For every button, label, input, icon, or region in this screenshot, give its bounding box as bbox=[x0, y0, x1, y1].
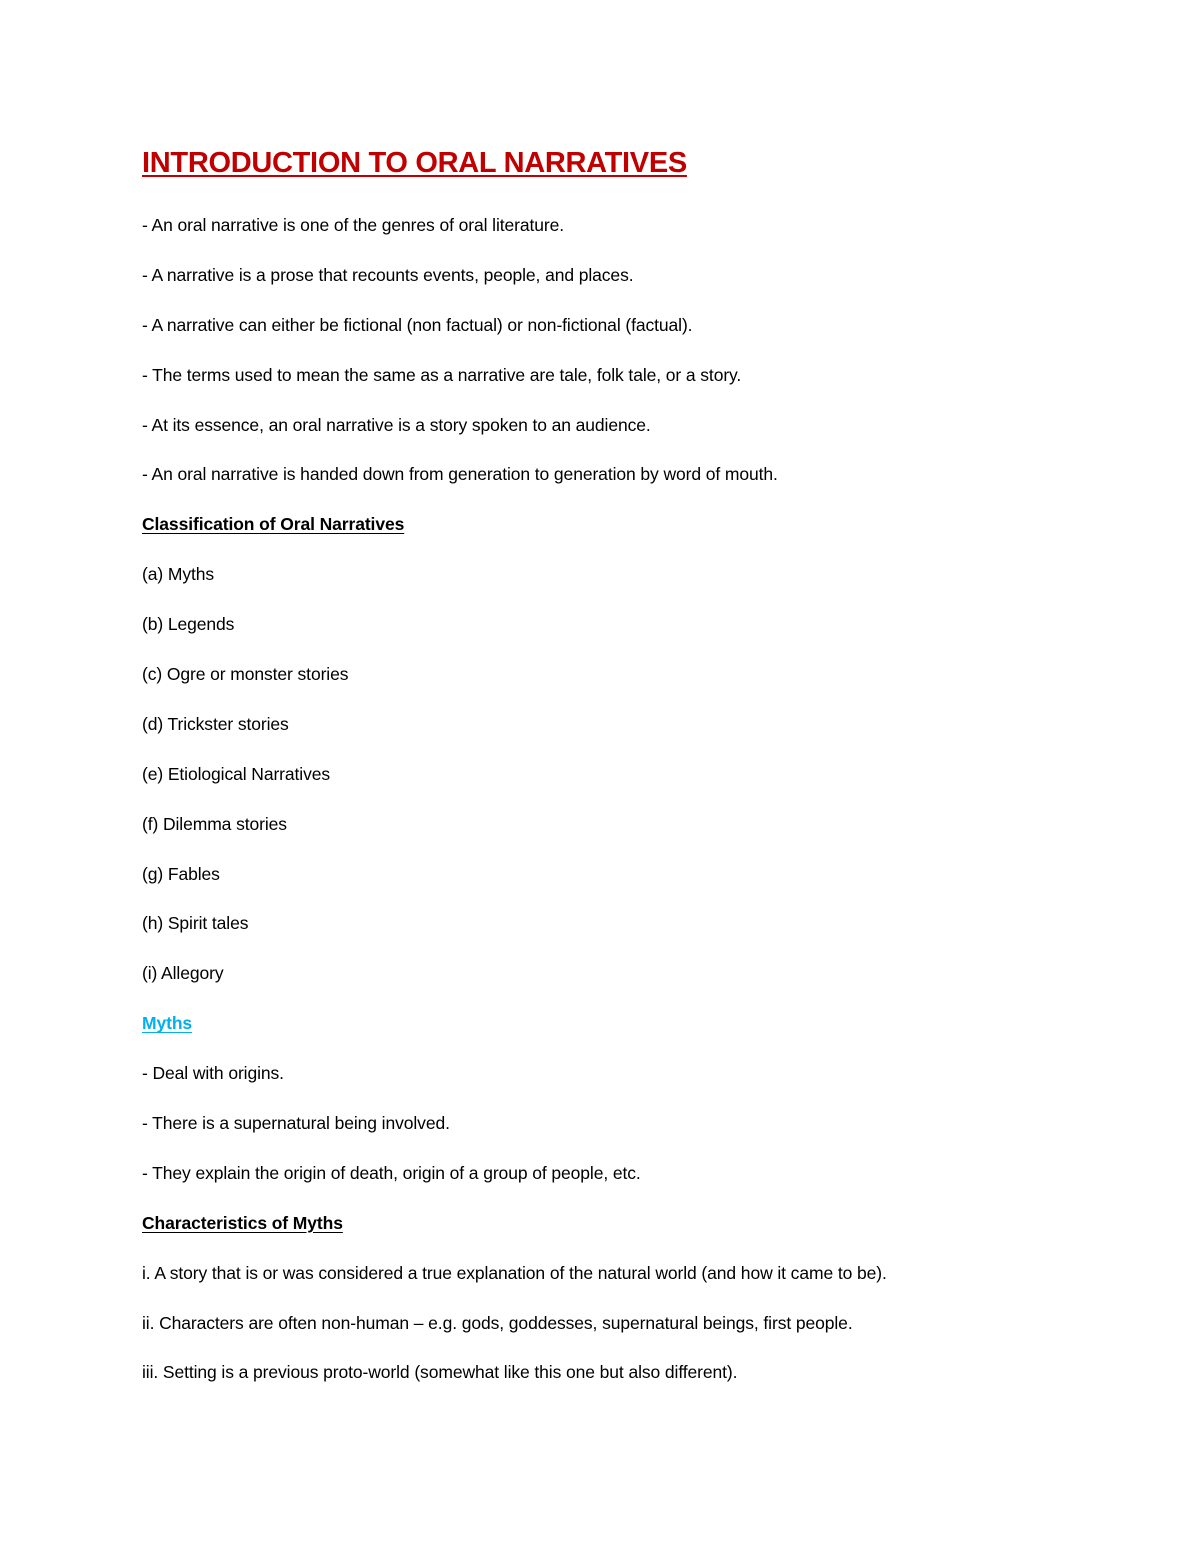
classification-heading: Classification of Oral Narratives bbox=[142, 514, 405, 535]
myths-line-3: - They explain the origin of death, origin of a group of people, etc. bbox=[142, 1162, 641, 1183]
myths-line-1: - Deal with origins. bbox=[142, 1063, 284, 1084]
characteristic-line-3: iii. Setting is a previous proto-world (somewhat like this one but also different). bbox=[142, 1362, 738, 1383]
classification-item-i: (i) Allegory bbox=[142, 963, 224, 984]
classification-item-h: (h) Spirit tales bbox=[142, 913, 249, 934]
intro-line-2: - A narrative is a prose that recounts events, people, and places. bbox=[142, 264, 634, 285]
document-title: INTRODUCTION TO ORAL NARRATIVES bbox=[142, 147, 687, 179]
classification-item-a: (a) Myths bbox=[142, 564, 215, 585]
intro-line-5: - At its essence, an oral narrative is a story spoken to an audience. bbox=[142, 414, 651, 435]
myths-heading: Myths bbox=[142, 1013, 193, 1034]
classification-item-c: (c) Ogre or monster stories bbox=[142, 664, 349, 685]
classification-item-e: (e) Etiological Narratives bbox=[142, 763, 331, 784]
intro-line-6: - An oral narrative is handed down from generation to generation by word of mouth. bbox=[142, 464, 778, 485]
characteristics-heading: Characteristics of Myths bbox=[142, 1212, 343, 1233]
intro-line-1: - An oral narrative is one of the genres of oral literature. bbox=[142, 215, 565, 235]
classification-item-g: (g) Fables bbox=[142, 863, 220, 884]
classification-item-b: (b) Legends bbox=[142, 614, 235, 635]
characteristic-line-1: i. A story that is or was considered a true explanation of the natural world (and how it came to be). bbox=[142, 1262, 887, 1283]
characteristic-line-2: ii. Characters are often non-human – e.g. gods, goddesses, supernatural beings, first people. bbox=[142, 1312, 853, 1333]
intro-line-4: - The terms used to mean the same as a narrative are tale, folk tale, or a story. bbox=[142, 364, 742, 385]
myths-line-2: - There is a supernatural being involved. bbox=[142, 1113, 450, 1134]
intro-line-3: - A narrative can either be fictional (non factual) or non-fictional (factual). bbox=[142, 314, 693, 335]
classification-item-f: (f) Dilemma stories bbox=[142, 813, 287, 834]
document-lines bbox=[142, 208, 1142, 1405]
classification-item-d: (d) Trickster stories bbox=[142, 713, 289, 734]
document-body bbox=[142, 142, 1142, 1383]
